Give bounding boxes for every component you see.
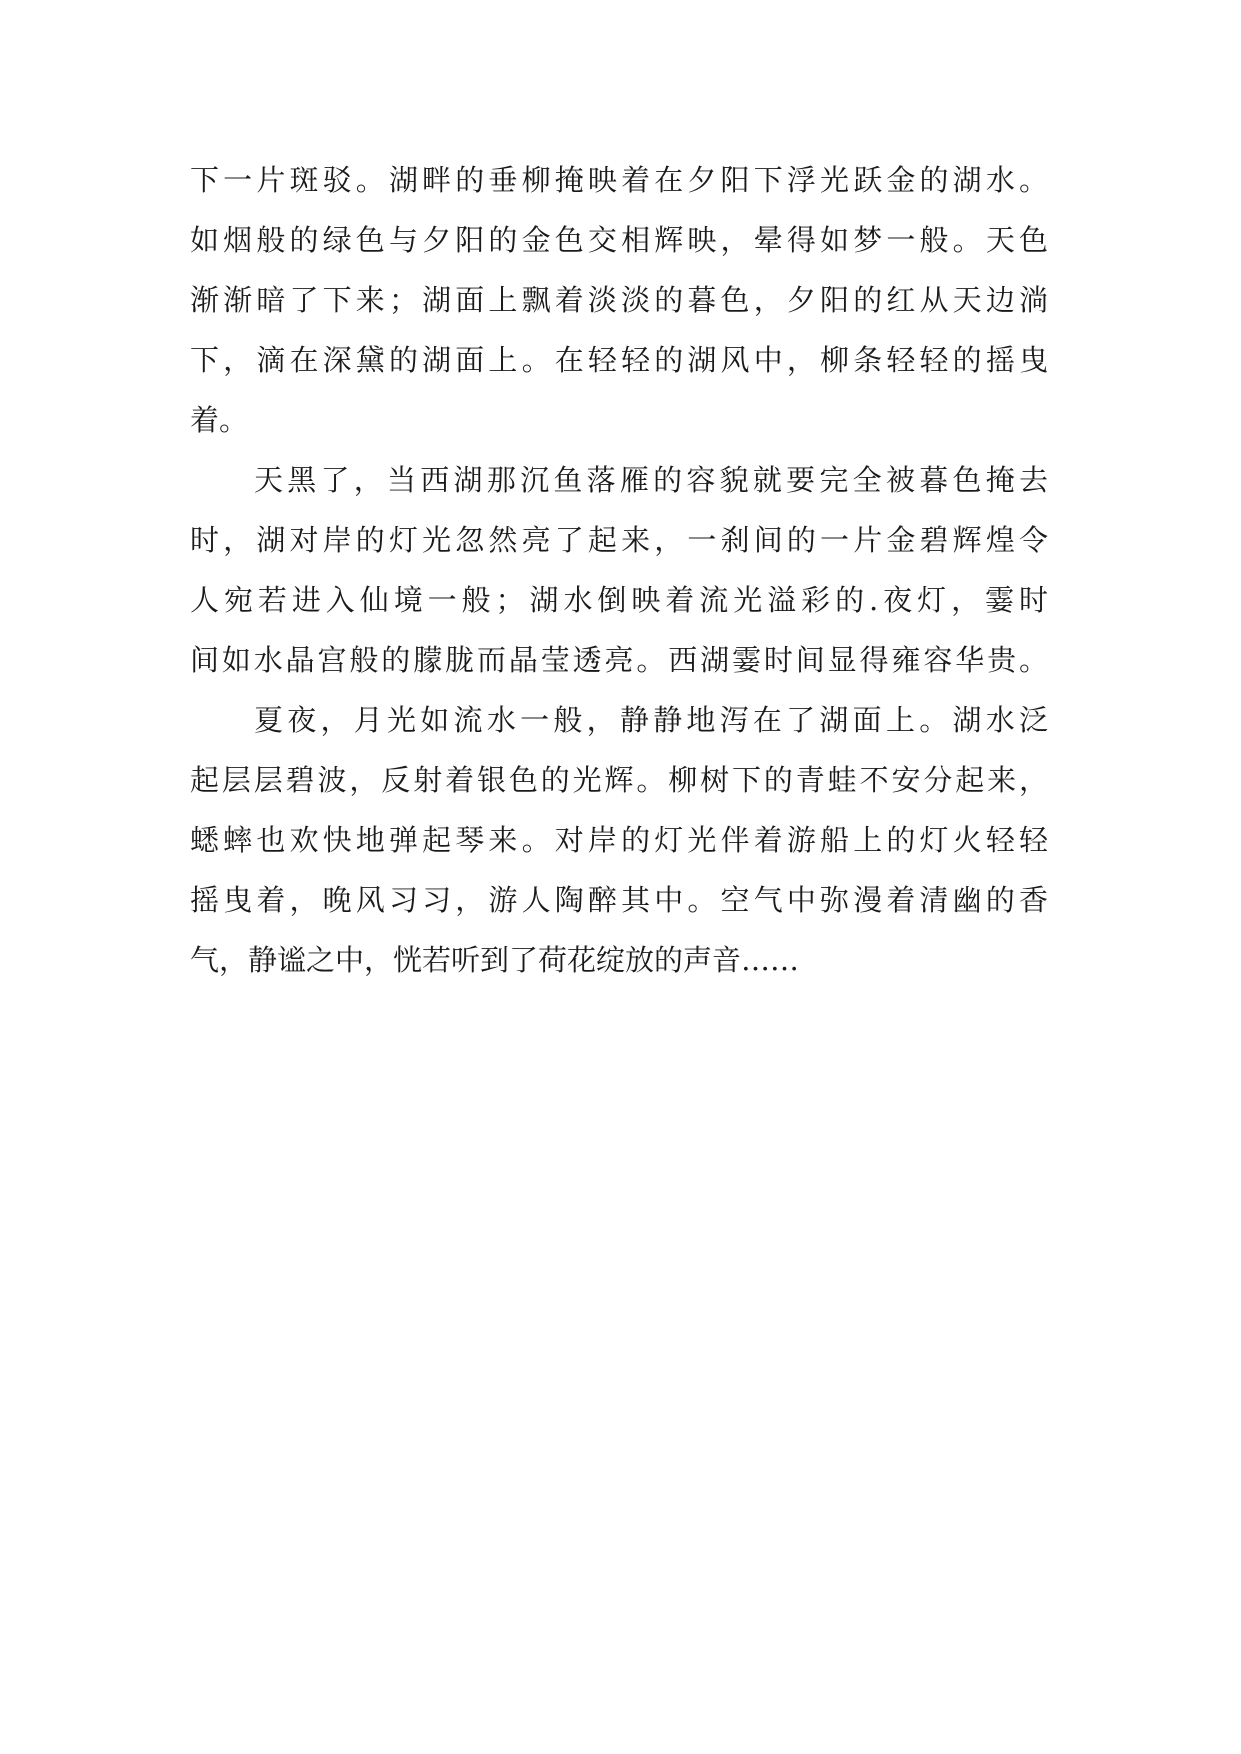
text-line: 间如水晶宫般的朦胧而晶莹透亮。西湖霎时间显得雍容华贵。 xyxy=(190,643,1048,677)
text-line: 起层层碧波，反射着银色的光辉。柳树下的青蛙不安分起来， xyxy=(190,763,1048,797)
text-line: 如烟般的绿色与夕阳的金色交相辉映，晕得如梦一般。天色 xyxy=(190,223,1048,257)
text-line: 时，湖对岸的灯光忽然亮了起来，一刹间的一片金碧辉煌令 xyxy=(190,523,1048,557)
text-line: 着。 xyxy=(190,403,249,437)
paragraph-first-line: 天黑了，当西湖那沉鱼落雁的容貌就要完全被暮色掩去 xyxy=(254,463,1048,497)
text-line: 蟋蟀也欢快地弹起琴来。对岸的灯光伴着游船上的灯火轻轻 xyxy=(190,823,1048,857)
text-line: 渐渐暗了下来；湖面上飘着淡淡的暮色，夕阳的红从天边淌 xyxy=(190,283,1048,317)
text-line: 下一片斑驳。湖畔的垂柳掩映着在夕阳下浮光跃金的湖水。 xyxy=(190,163,1048,197)
body-text xyxy=(190,160,1090,1000)
paragraph-first-line: 夏夜，月光如流水一般，静静地泻在了湖面上。湖水泛 xyxy=(254,703,1048,737)
text-line: 下，滴在深黛的湖面上。在轻轻的湖风中，柳条轻轻的摇曳 xyxy=(190,343,1048,377)
text-line: 气，静谧之中，恍若听到了荷花绽放的声音…… xyxy=(190,943,800,977)
text-line: 摇曳着，晚风习习，游人陶醉其中。空气中弥漫着清幽的香 xyxy=(190,883,1048,917)
text-line: 人宛若进入仙境一般；湖水倒映着流光溢彩的.夜灯，霎时 xyxy=(190,583,1048,617)
